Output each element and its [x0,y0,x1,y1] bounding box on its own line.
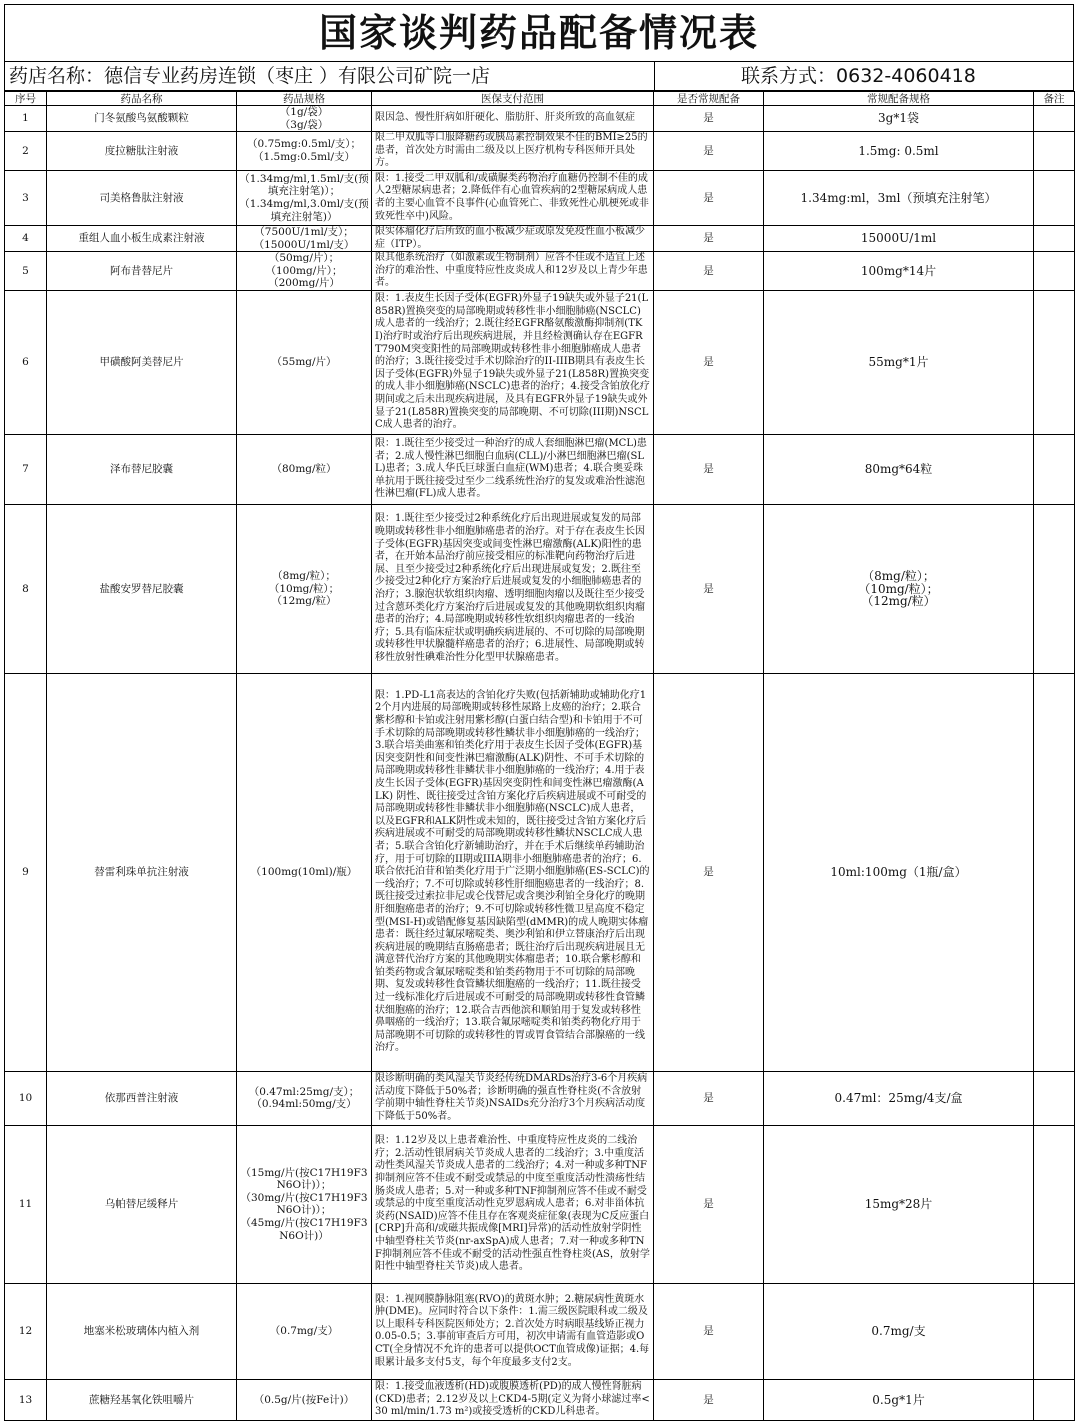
table-header-row [5,92,1075,106]
drug-spec-line: （8mg/粒）； [272,570,336,583]
contact-info [655,62,1073,90]
insurance-scope: 限：1.表皮生长因子受体(EGFR)外显子19缺失或外显子21(L858R)置换突变的局部晚期或转移性非小细胞肺癌(NSCLC)成人患者的一线治疗；2.既往经EGFR酪氨酸激酶抑制剂(TKI)治疗时或治疗后出现疾病进展，并且经检测确认存在EGFR T790M突变阳性的局部晚期或转移性非小细胞肺癌成人患者的治疗；3.既往接受过手术切除治疗的II-IIIB期具有表皮生长因子受体(EGFR)外显子19缺失或外显子21(L858R)置换突变的成人非小细胞肺癌(NSCLC)患者的治疗；4.接受含铂放化疗期间或之后未出现疾病进展，及具有EGFR外显子19缺失或外显子21(L858R)置换突变的局部晚期、不可切除(III期)NSCLC成人患者的治疗。 [372,290,654,434]
drug-name: 泽布替尼胶囊 [47,434,237,504]
pharmacy-name: 德信专业药房连锁（枣庄 ）有限公司矿院一店 [104,65,491,87]
drug-spec [237,504,372,673]
drug-name: 地塞米松玻璃体内植入剂 [47,1283,237,1379]
drug-spec-line: （0.7mg/支） [269,1325,339,1338]
stock-spec-line: （8mg/粒）； [862,569,935,584]
insurance-scope: 限二甲双胍等口服降糖药或胰岛素控制效果不佳的BMI≥25的患者，首次处方时需由二级及以上医疗机构专科医师开具处方。 [372,132,654,171]
table-row [5,252,1075,291]
drug-spec [237,106,372,132]
stock-spec: 10ml:100mg（1瓶/盒） [764,673,1034,1071]
drug-spec-line: （30mg/片(按C17H19F3N6O计)）； [240,1191,368,1217]
drug-spec [237,252,372,291]
note [1034,1071,1075,1125]
table-row [5,1071,1075,1125]
insurance-scope: 限：1.既往至少接受过一种治疗的成人套细胞淋巴瘤(MCL)患者；2.成人慢性淋巴细胞白血病(CLL)/小淋巴细胞淋巴瘤(SLL)患者；3.成人华氏巨球蛋白血症(WM)患者；4.联合奥妥珠单抗用于既往接受过至少二线系统性治疗的复发或难治性滤泡性淋巴瘤(FL)成人患者。 [372,434,654,504]
table-row [5,1125,1075,1283]
drug-spec [237,434,372,504]
drug-spec [237,1125,372,1283]
drug-table [4,91,1075,1421]
drug-name: 门冬氨酸鸟氨酸颗粒 [47,106,237,132]
row-number: 8 [5,504,47,673]
drug-name: 甲磺酸阿美替尼片 [47,290,237,434]
stock-spec: 55mg*1片 [764,290,1034,434]
note [1034,106,1075,132]
stocked-flag: 是 [654,1283,764,1379]
stocked-flag: 是 [654,1071,764,1125]
table-row [5,1379,1075,1420]
drug-spec [237,132,372,171]
stock-spec: 1.34mg:ml，3ml（预填充注射笔） [764,170,1034,225]
row-number: 11 [5,1125,47,1283]
drug-name: 度拉糖肽注射液 [47,132,237,171]
stocked-flag: 是 [654,290,764,434]
stocked-flag: 是 [654,132,764,171]
row-number: 3 [5,170,47,225]
drug-spec-line: （1.34mg/ml,3.0ml/支(预填充注射笔)） [239,197,369,223]
stocked-flag: 是 [654,170,764,225]
note [1034,252,1075,291]
note [1034,673,1075,1071]
drug-spec-line: （50mg/片）； [268,252,340,265]
col-header-spec: 药品规格 [237,92,372,106]
drug-name: 蔗糖羟基氧化铁咀嚼片 [47,1379,237,1420]
insurance-scope: 限：1.12岁及以上患者难治性、中重度特应性皮炎的二线治疗；2.活动性银屑病关节炎成人患者的二线治疗；3.中重度活动性类风湿关节炎成人患者的二线治疗；4.对一种或多种TNF抑制剂应答不佳或不耐受或禁忌的中度至重度活动性溃疡性结肠炎成人患者；5.对一种或多种TNF抑制剂应答不佳或不耐受或禁忌的中度至重度活动性克罗恩病成人患者；6.对非甾体抗炎药(NSAID)应答不佳且存在客观炎症征象(表现为C反应蛋白[CRP]升高和/或磁共振成像[MRI]异常)的活动性放射学阴性中轴型脊柱关节炎(nr-axSpA)成人患者；7.对一种或多种TNF抑制剂应答不佳或不耐受的活动性强直性脊柱炎(AS，放射学阳性中轴型脊柱关节炎)成人患者。 [372,1125,654,1283]
stock-spec [764,504,1034,673]
drug-spec-line: （45mg/片(按C17H19F3N6O计)） [240,1217,368,1242]
table-row [5,170,1075,225]
drug-spec-line: （0.94ml:50mg/支） [251,1098,357,1111]
note [1034,170,1075,225]
drug-name: 重组人血小板生成素注射液 [47,225,237,251]
drug-spec [237,1379,372,1420]
drug-name: 乌帕替尼缓释片 [47,1125,237,1283]
col-header-scope: 医保支付范围 [372,92,654,106]
note [1034,290,1075,434]
drug-spec [237,225,372,251]
stock-spec: 15000U/1ml [764,225,1034,251]
col-header-name: 药品名称 [47,92,237,106]
drug-spec [237,170,372,225]
table-row [5,1283,1075,1379]
insurance-scope: 限：1.PD-L1高表达的含铂化疗失败(包括新辅助或辅助化疗12个月内进展的局部晚期或转移性尿路上皮癌的治疗；2.联合紫杉醇和卡铂或注射用紫杉醇(白蛋白结合型)和卡铂用于不可手术切除的局部晚期或转移性鳞状非小细胞肺癌的一线治疗；3.联合培美曲塞和铂类化疗用于表皮生长因子受体(EGFR)基因突变阴性和间变性淋巴瘤激酶(ALK)阴性、不可手术切除的局部晚期或转移性非鳞状非小细胞肺癌的一线治疗；4.用于表皮生长因子受体(EGFR)基因突变阴性和间变性淋巴瘤激酶(ALK) 阴性、既往接受过含铂方案化疗后疾病进展或不可耐受的局部晚期或转移性非鳞状非小细胞肺癌(NSCLC)成人患者，以及EGFR和ALK阴性或未知的，既往接受过含铂方案化疗后疾病进展或不可耐受的局部晚期或转移性鳞状NSCLC成人患者；5.联合含铂化疗新辅助治疗，并在手术后继续单药辅助治疗，用于可切除的II期或IIIA期非小细胞肺癌患者的治疗；6.联合依托泊苷和铂类化疗用于广泛期小细胞肺癌(ES-SCLC)的一线治疗；7.不可切除或转移性肝细胞癌患者的一线治疗；8.既往接受过索拉非尼或仑伐替尼或含奥沙利铂全身化疗的晚期肝细胞癌患者的治疗；9.不可切除或转移性微卫星高度不稳定型(MSI-H)或错配修复基因缺陷型(dMMR)的成人晚期实体瘤患者：既往经过氟尿嘧啶类、奥沙利铂和伊立替康治疗后出现疾病进展的晚期结直肠癌患者；既往治疗后出现疾病进展且无满意替代治疗方案的其他晚期实体瘤患者；10.联合紫杉醇和铂类药物或含氟尿嘧啶类和铂类药物用于不可切除的局部晚期、复发或转移性食管鳞状细胞癌的一线治疗；11.既往接受过一线标准化疗后进展或不可耐受的局部晚期或转移性食管鳞状细胞癌的治疗；12.联合吉西他滨和顺铂用于复发或转移性鼻咽癌的一线治疗；13.联合氟尿嘧啶类和铂类药物化疗用于局部晚期不可切除的或转移性的胃或胃食管结合部腺癌的一线治疗。 [372,673,654,1071]
header-info-row [4,62,1074,91]
drug-table-sheet [4,4,1074,1421]
drug-spec-line: （100mg/片）； [265,264,343,277]
note [1034,434,1075,504]
insurance-scope: 限：1.视网膜静脉阻塞(RVO)的黄斑水肿；2.糖尿病性黄斑水肿(DME)。应同时符合以下条件：1.需三级医院眼科或二级及以上眼科专科医院医师处方；2.首次处方时病眼基线矫正视力0.05-0.5；3.事前审查后方可用，初次申请需有血管造影或OCT(全身情况不允许的患者可以提供OCT血管成像)证据；4.每眼累计最多支付5支，每个年度最多支付2支。 [372,1283,654,1379]
drug-name: 替雷利珠单抗注射液 [47,673,237,1071]
stocked-flag: 是 [654,225,764,251]
row-number: 2 [5,132,47,171]
table-row [5,290,1075,434]
note [1034,225,1075,251]
drug-spec-line: （1.34mg/ml,1.5ml/支(预填充注射笔)）； [239,172,369,198]
drug-spec-line: （0.5g/片(按Fe计)） [253,1393,355,1406]
row-number: 13 [5,1379,47,1420]
stocked-flag: 是 [654,673,764,1071]
pharmacy-info [5,62,655,90]
stock-spec-line: （10mg/粒）； [858,581,939,596]
insurance-scope: 限诊断明确的类风湿关节炎经传统DMARDs治疗3-6个月疾病活动度下降低于50%者；诊断明确的强直性脊柱炎(不含放射学前期中轴性脊柱关节炎)NSAIDs充分治疗3个月疾病活动度下降低于50%者。 [372,1071,654,1125]
insurance-scope: 限：1.接受二甲双胍和/或磺脲类药物治疗血糖仍控制不佳的成人2型糖尿病患者；2.降低伴有心血管疾病的2型糖尿病成人患者的主要心血管不良事件(心血管死亡、非致死性心肌梗死或非致死性卒中)风险。 [372,170,654,225]
drug-spec-line: （80mg/粒） [271,463,337,476]
row-number: 9 [5,673,47,1071]
drug-spec-line: （100mg(10ml)/瓶） [250,866,358,879]
page-title: 国家谈判药品配备情况表 [4,4,1074,62]
drug-name: 盐酸安罗替尼胶囊 [47,504,237,673]
row-number: 7 [5,434,47,504]
drug-spec [237,673,372,1071]
row-number: 5 [5,252,47,291]
note [1034,504,1075,673]
drug-spec-line: （3g/袋） [279,118,329,131]
drug-spec-line: （12mg/粒） [271,595,337,608]
stocked-flag: 是 [654,1125,764,1283]
row-number: 10 [5,1071,47,1125]
note [1034,1379,1075,1420]
drug-spec-line: （200mg/片） [268,277,340,290]
row-number: 6 [5,290,47,434]
drug-spec [237,290,372,434]
stocked-flag: 是 [654,1379,764,1420]
col-header-no: 序号 [5,92,47,106]
table-row [5,106,1075,132]
insurance-scope: 限实体瘤化疗后所致的血小板减少症或原发免疫性血小板减少症（ITP）。 [372,225,654,251]
drug-spec-line: （1g/袋） [279,106,329,118]
drug-name: 阿布昔替尼片 [47,252,237,291]
drug-spec-line: （10mg/粒）； [268,582,340,595]
drug-spec [237,1283,372,1379]
contact-label: 联系方式： [741,65,837,87]
stock-spec: 3g*1袋 [764,106,1034,132]
insurance-scope: 限：1.接受血液透析(HD)或腹膜透析(PD)的成人慢性肾脏病(CKD)患者；2.12岁及以上CKD4-5期(定义为肾小球滤过率<30 ml/min/1.73 m²)或接受透析的CKD儿科患者。 [372,1379,654,1420]
row-number: 1 [5,106,47,132]
drug-spec-line: （0.47ml:25mg/支）； [248,1085,360,1098]
drug-name: 依那西普注射液 [47,1071,237,1125]
row-number: 12 [5,1283,47,1379]
drug-spec-line: （15mg/片(按C17H19F3N6O计)）； [240,1166,368,1192]
table-row [5,434,1075,504]
stock-spec-line: （12mg/粒） [861,594,936,609]
contact-phone: 0632-4060418 [836,65,976,87]
col-header-stock-spec: 常规配备规格 [764,92,1034,106]
table-row [5,132,1075,171]
drug-spec-line: （1.5mg:0.5ml/支） [253,151,355,164]
note [1034,1283,1075,1379]
drug-spec-line: （15000U/1ml/支） [253,238,355,251]
col-header-stocked: 是否常规配备 [654,92,764,106]
note [1034,132,1075,171]
table-row [5,225,1075,251]
drug-spec-line: （0.75mg:0.5ml/支）； [247,138,361,151]
stock-spec: 15mg*28片 [764,1125,1034,1283]
drug-spec [237,1071,372,1125]
stock-spec: 1.5mg: 0.5ml [764,132,1034,171]
stocked-flag: 是 [654,504,764,673]
stocked-flag: 是 [654,252,764,291]
insurance-scope: 限其他系统治疗（如激素或生物制剂）应答不佳或不适宜上述治疗的难治性、中重度特应性皮炎成人和12岁及以上青少年患者。 [372,252,654,291]
stocked-flag: 是 [654,434,764,504]
row-number: 4 [5,225,47,251]
insurance-scope: 限：1.既往至少接受过2种系统化疗后出现进展或复发的局部晚期或转移性非小细胞肺癌患者的治疗。对于存在表皮生长因子受体(EGFR)基因突变或间变性淋巴瘤激酶(ALK)阳性的患者，在开始本品治疗前应接受相应的标准靶向药物治疗后进展、且至少接受过2种系统化疗后出现进展或复发；2.既往至少接受过2种化疗方案治疗后进展或复发的小细胞肺癌患者的治疗；3.腺泡状软组织肉瘤、透明细胞肉瘤以及既往至少接受过含蒽环类化疗方案治疗后进展或复发的其他晚期软组织肉瘤患者的治疗；4.局部晚期或转移性软组织肉瘤患者的一线治疗；5.具有临床症状或明确疾病进展的、不可切除的局部晚期或转移性甲状腺髓样癌患者的治疗；6.进展性、局部晚期或转移性放射性碘难治性分化型甲状腺癌患者。 [372,504,654,673]
stocked-flag: 是 [654,106,764,132]
pharmacy-label: 药店名称： [9,65,105,87]
drug-spec-line: （55mg/片） [271,356,337,369]
stock-spec: 0.5g*1片 [764,1379,1034,1420]
stock-spec: 0.47ml：25mg/4支/盒 [764,1071,1034,1125]
drug-name: 司美格鲁肽注射液 [47,170,237,225]
stock-spec: 80mg*64粒 [764,434,1034,504]
table-row [5,504,1075,673]
col-header-note: 备注 [1034,92,1075,106]
table-row [5,673,1075,1071]
stock-spec: 100mg*14片 [764,252,1034,291]
stock-spec: 0.7mg/支 [764,1283,1034,1379]
note [1034,1125,1075,1283]
insurance-scope: 限因急、慢性肝病如肝硬化、脂肪肝、肝炎所致的高血氨症 [372,106,654,132]
drug-spec-line: （7500U/1ml/支）； [254,225,354,238]
